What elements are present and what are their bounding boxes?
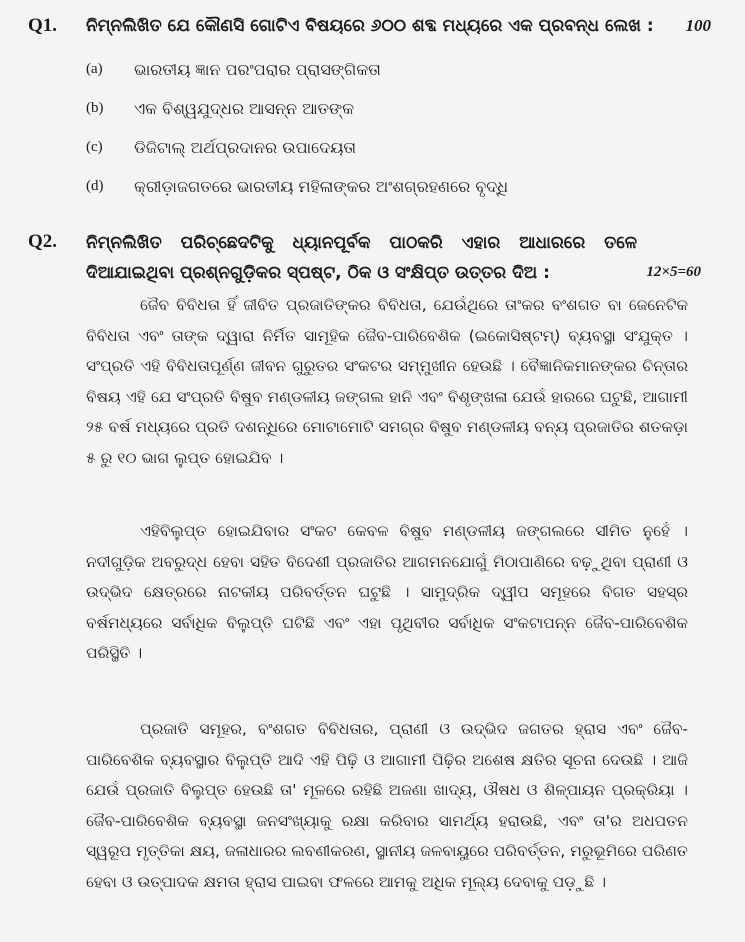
option-d-label: (d)	[86, 178, 104, 194]
question-2-number: Q2.	[28, 231, 58, 252]
question-1-marks: 100	[685, 16, 711, 35]
passage-paragraph-3: ପ୍ରଜାତି ସମୂହର, ବଂଶଗତ ବିବିଧତାର, ପ୍ରାଣୀ ଓ ଉଦ୍ଭିଦ ଜଗତର ହ୍ରାସ ଏବଂ ଜୈବ-ପାରିବେଶିକ ବ୍ୟବସ୍ଥାର ବିଲୁପ୍ତି ଆଦି ଏହି ପିଢ଼ି ଓ ଆଗାମୀ ପିଢ଼ିର ଅଶେଷ କ୍ଷତିର ସୂଚନା ଦେଉଛି । ଆଜି ଯେଉଁ ପ୍ରଜାତି ବିଲୁପ୍ତ ହେଉଛି ତା' ମୂଳରେ ରହିଛି ଅଜଣା ଖାଦ୍ୟ, ଔଷଧ ଓ ଶିଳ୍ପାୟନ ପ୍ରକ୍ରିୟା । ଜୈବ-ପାରିବେଶିକ ବ୍ୟବସ୍ଥା ଜନସଂଖ୍ୟାକୁ ରକ୍ଷା କରିବାର ସାମର୍ଥ୍ୟ ହରାଉଛି, ଏବଂ ତା'ର ଅଧପତନ ସ୍ୱରୂପ ମୃତ୍ତିକା କ୍ଷୟ, ଜଳାଧାରର ଲବଣୀକରଣ, ସ୍ଥାନୀୟ ଜଳବାୟୁରେ ପରିବର୍ତ୍ତନ, ମରୁଭୂମିରେ ପରିଣତ ହେବା ଓ ଉତ୍ପାଦକ କ୍ଷମତା ହ୍ରାସ ପାଇବା ଫଳରେ ଆମକୁ ଅଧିକ ମୂଲ୍ୟ ଦେବାକୁ ପଡ଼ୁଛି ।	[86, 720, 688, 891]
question-2-marks: 12×5=60	[646, 264, 701, 280]
option-c-label: (c)	[86, 139, 103, 155]
question-2-header	[28, 228, 727, 288]
question-1-number: Q1.	[28, 15, 58, 36]
option-a-label: (a)	[86, 61, 103, 77]
option-b-text: ଏକ ବିଶ୍ୱଯୁଦ୍ଧର ଆସନ୍ନ ଆତଙ୍କ	[134, 98, 355, 118]
question-2-text: ନିମ୍ନଲିଖିତ ପରିଚ୍ଛେଦଟିକୁ ଧ୍ୟାନପୂର୍ବକ ପାଠକରି ଏହାର ଆଧାରରେ ତଳେ ଦିଆଯାଇଥିବା ପ୍ରଶ୍ନଗୁଡ଼ିକର ସ୍ପଷ୍ଟ, ଠିକ ଓ ସଂକ୍ଷିପ୍ତ ଉତ୍ତର ଦିଅ :	[86, 233, 637, 283]
option-d-text: କ୍ରୀଡ଼ାଜଗତରେ ଭାରତୀୟ ମହିଳାଙ୍କର ଅଂଶଗ୍ରହଣରେ ବୃଦ୍ଧି	[134, 176, 509, 196]
question-1-options	[86, 50, 706, 206]
question-1-text: ନିମ୍ନଲିଖିତ ଯେ କୌଣସି ଗୋଟିଏ ବିଷୟରେ ୬୦୦ ଶବ୍ଦ ମଧ୍ୟରେ ଏକ ପ୍ରବନ୍ଧ ଲେଖ :	[86, 16, 654, 36]
option-a-text: ଭାରତୀୟ ଜ୍ଞାନ ପରଂପରାର ପ୍ରାସଙ୍ଗିକତା	[134, 59, 381, 79]
question-1-header	[28, 12, 727, 40]
option-b	[86, 89, 706, 128]
option-c-text: ଡିଜିଟାଲ୍ ଅର୍ଥପ୍ରଦାନର ଉପାଦେୟତା	[134, 137, 357, 157]
option-b-label: (b)	[86, 100, 104, 116]
passage-paragraph-1: ଜୈବ ବିବିଧତା ହିଁ ଜୀବିତ ପ୍ରଜାତିଙ୍କର ବିବିଧତା, ଯେଉଁଥିରେ ତାଂକର ବଂଶଗତ ବା ଜେନେଟିକ ବିବିଧତା ଏବଂ ତାଙ୍କ ଦ୍ୱାରା ନିର୍ମିତ ସାମୂହିକ ଜୈବ-ପାରିବେଶିକ (ଇକୋସିଷ୍ଟମ୍) ବ୍ୟବସ୍ଥା ସଂଯୁକ୍ତ । ସଂପ୍ରତି ଏହି ବିବିଧତାପୂର୍ଣ୍ଣ ଜୀବନ ଗୁରୁତର ସଂକଟର ସମ୍ମୁଖୀନ ହେଉଛି । ବୈଜ୍ଞାନିକମାନଙ୍କର ଚିନ୍ତାର ବିଷୟ ଏହି ଯେ ସଂପ୍ରତି ବିଷୁବ ମଣ୍ଡଳୀୟ ଜଙ୍ଗଲ ହାନି ଏବଂ ବିଶୃଙ୍ଖଳା ଯେଉଁ ହାରରେ ଘଟୁଛି, ଆଗାମୀ ୨୫ ବର୍ଷ ମଧ୍ୟରେ ପ୍ରତି ଦଶନ୍ଧିରେ ମୋଟାମୋଟି ସମଗ୍ର ବିଷୁବ ମଣ୍ଡଳୀୟ ବନ୍ୟ ପ୍ରଜାତିର ଶତକଡ଼ା ୫ ରୁ ୧୦ ଭାଗ ଲୁପ୍ତ ହୋଇଯିବ ।	[86, 296, 688, 467]
option-c	[86, 128, 706, 167]
option-d	[86, 167, 706, 206]
option-a	[86, 50, 706, 89]
passage-paragraph-2: ଏହିବିଲୁପ୍ତ ହୋଇଯିବାର ସଂକଟ କେବଳ ବିଷୁବ ମଣ୍ଡଳୀୟ ଜଙ୍ଗଲରେ ସୀମିତ ନୁହେଁ । ନଦୀଗୁଡ଼ିକ ଅବରୁଦ୍ଧ ହେବା ସହିତ ବିଦେଶୀ ପ୍ରଜାତିର ଆଗମନଯୋଗୁଁ ମିଠାପାଣିରେ ବଢ଼ୁଥିବା ପ୍ରାଣୀ ଓ ଉଦ୍ଭିଦ କ୍ଷେତ୍ରରେ ନାଟକୀୟ ପରିବର୍ତ୍ତନ ଘଟୁଛି । ସାମୁଦ୍ରିକ ଦ୍ୱୀପ ସମୂହରେ ବିଗତ ସହସ୍ର ବର୍ଷମଧ୍ୟରେ ସର୍ବାଧିକ ବିଲୁପ୍ତି ଘଟିଛି ଏବଂ ଏହା ପୃଥିବୀର ସର୍ବାଧିକ ସଂକଟାପନ୍ନ ଜୈବ-ପାରିବେଶିକ ପରିସ୍ଥିତି ।	[86, 522, 688, 662]
